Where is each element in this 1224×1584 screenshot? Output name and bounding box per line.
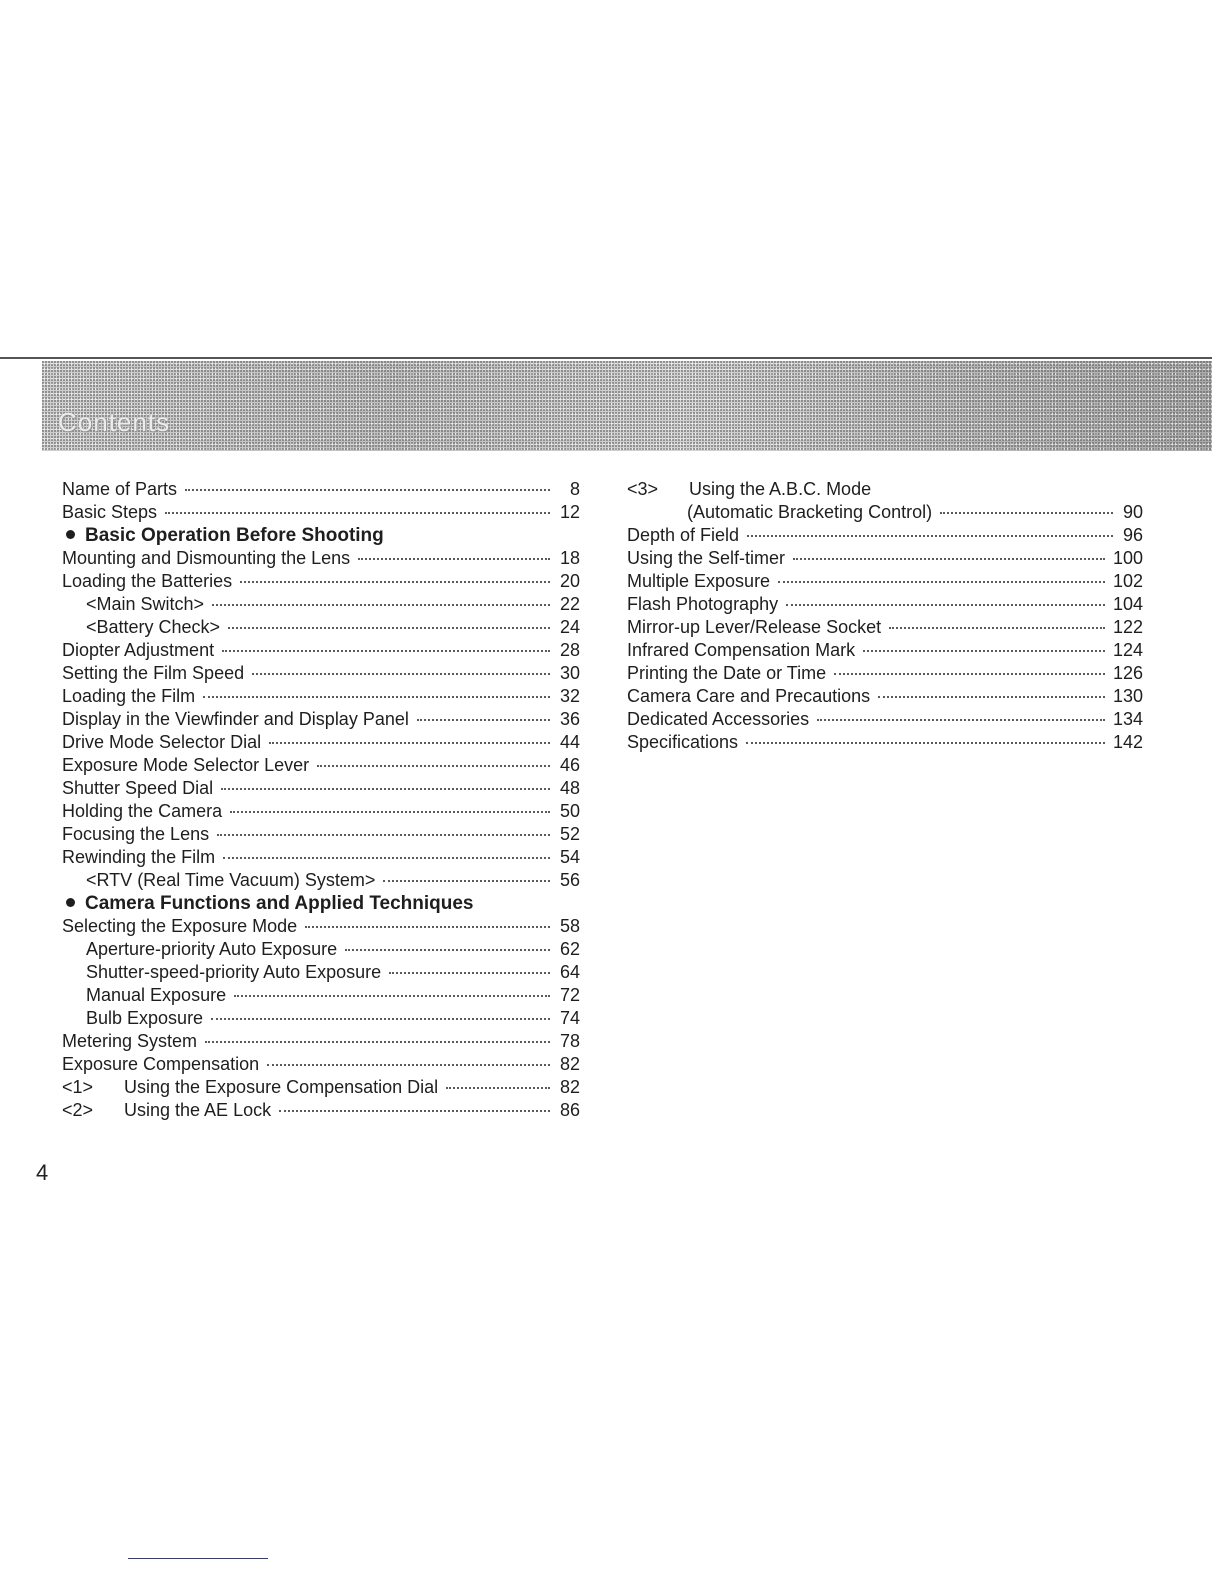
toc-entry[interactable]: Depth of Field 96	[627, 525, 1143, 545]
dot-leader	[786, 604, 1105, 606]
dot-leader	[221, 788, 550, 790]
entry-number: <1>	[62, 1077, 94, 1097]
toc-entry[interactable]: Exposure Mode Selector Lever 46	[62, 755, 580, 775]
toc-entry[interactable]: Diopter Adjustment 28	[62, 640, 580, 660]
toc-entry[interactable]: Specifications 142	[627, 732, 1143, 752]
toc-entry[interactable]: Loading the Film 32	[62, 686, 580, 706]
dot-leader	[165, 512, 550, 514]
toc-entry[interactable]: Holding the Camera 50	[62, 801, 580, 821]
dot-leader	[863, 650, 1105, 652]
page-number: 4	[36, 1160, 49, 1185]
toc-entry[interactable]: (Automatic Bracketing Control) 90	[687, 502, 1143, 522]
top-rule	[0, 357, 1212, 359]
dot-leader	[358, 558, 550, 560]
toc-entry[interactable]: Metering System 78	[62, 1031, 580, 1051]
toc-entry[interactable]: Display in the Viewfinder and Display Panel 36	[62, 709, 580, 729]
toc-entry[interactable]: Dedicated Accessories 134	[627, 709, 1143, 729]
dot-leader	[834, 673, 1105, 675]
toc-entry[interactable]: Aperture-priority Auto Exposure 62	[86, 939, 580, 959]
toc-entry[interactable]: Focusing the Lens 52	[62, 824, 580, 844]
dot-leader	[230, 811, 550, 813]
dot-leader	[305, 926, 550, 928]
dot-leader	[889, 627, 1105, 629]
toc-entry[interactable]: Manual Exposure 72	[86, 985, 580, 1005]
banner-title: Contents	[58, 407, 171, 437]
section-heading: Basic Operation Before Shooting	[62, 524, 580, 547]
dot-leader	[793, 558, 1105, 560]
dot-leader	[345, 949, 550, 951]
toc-entry[interactable]: Selecting the Exposure Mode 58	[62, 916, 580, 936]
dot-leader	[317, 765, 550, 767]
toc-entry[interactable]: <Battery Check> 24	[86, 617, 580, 637]
dot-leader	[747, 535, 1113, 537]
dot-leader	[878, 696, 1105, 698]
dot-leader	[417, 719, 550, 721]
toc-entry[interactable]: Name of Parts 8	[62, 479, 580, 499]
toc-entry[interactable]: Loading the Batteries 20	[62, 571, 580, 591]
toc-entry[interactable]: Mounting and Dismounting the Lens 18	[62, 548, 580, 568]
dot-leader	[234, 995, 550, 997]
bullet-icon	[66, 898, 75, 907]
toc-entry[interactable]: Mirror-up Lever/Release Socket 122	[627, 617, 1143, 637]
toc-entry[interactable]: Infrared Compensation Mark 124	[627, 640, 1143, 660]
dot-leader	[778, 581, 1105, 583]
toc-entry-heading[interactable]: <3> Using the A.B.C. Mode	[627, 479, 872, 499]
toc-entry[interactable]: Setting the Film Speed 30	[62, 663, 580, 683]
toc-entry[interactable]: Printing the Date or Time 126	[627, 663, 1143, 683]
dot-leader	[228, 627, 550, 629]
dot-leader	[223, 857, 550, 859]
toc-entry[interactable]: Shutter-speed-priority Auto Exposure 64	[86, 962, 580, 982]
toc-left-column	[62, 478, 580, 1122]
toc-entry[interactable]: Bulb Exposure 74	[86, 1008, 580, 1028]
dot-leader	[252, 673, 550, 675]
dot-leader	[383, 880, 550, 882]
dot-leader	[446, 1087, 550, 1089]
toc-entry[interactable]: Rewinding the Film 54	[62, 847, 580, 867]
dot-leader	[240, 581, 550, 583]
dot-leader	[211, 1018, 550, 1020]
entry-number: <3>	[627, 479, 659, 499]
dot-leader	[212, 604, 550, 606]
contents-banner	[42, 361, 1212, 451]
dot-leader	[185, 489, 550, 491]
toc-entry[interactable]: Exposure Compensation 82	[62, 1054, 580, 1074]
toc-entry[interactable]: <2> Using the AE Lock 86	[62, 1100, 580, 1120]
toc-entry[interactable]: <1> Using the Exposure Compensation Dial 82	[62, 1077, 580, 1097]
bottom-rule	[128, 1558, 268, 1559]
toc-entry[interactable]: Using the Self-timer 100	[627, 548, 1143, 568]
toc-entry[interactable]: <RTV (Real Time Vacuum) System> 56	[86, 870, 580, 890]
toc-entry[interactable]: Camera Care and Precautions 130	[627, 686, 1143, 706]
dot-leader	[746, 742, 1105, 744]
toc-entry[interactable]: Basic Steps 12	[62, 502, 580, 522]
dot-leader	[279, 1110, 550, 1112]
dot-leader	[269, 742, 550, 744]
toc-entry[interactable]: Shutter Speed Dial 48	[62, 778, 580, 798]
dot-leader	[389, 972, 550, 974]
dot-leader	[817, 719, 1105, 721]
dot-leader	[222, 650, 550, 652]
bullet-icon	[66, 530, 75, 539]
toc-right-column	[627, 478, 1143, 754]
dot-leader	[205, 1041, 550, 1043]
dot-leader	[267, 1064, 550, 1066]
dot-leader	[217, 834, 550, 836]
toc-entry[interactable]: Multiple Exposure 102	[627, 571, 1143, 591]
entry-number: <2>	[62, 1100, 94, 1120]
dot-leader	[203, 696, 550, 698]
toc-entry[interactable]: <Main Switch> 22	[86, 594, 580, 614]
toc-entry[interactable]: Flash Photography 104	[627, 594, 1143, 614]
dot-leader	[940, 512, 1113, 514]
section-heading: Camera Functions and Applied Techniques	[62, 892, 580, 915]
toc-entry[interactable]: Drive Mode Selector Dial 44	[62, 732, 580, 752]
